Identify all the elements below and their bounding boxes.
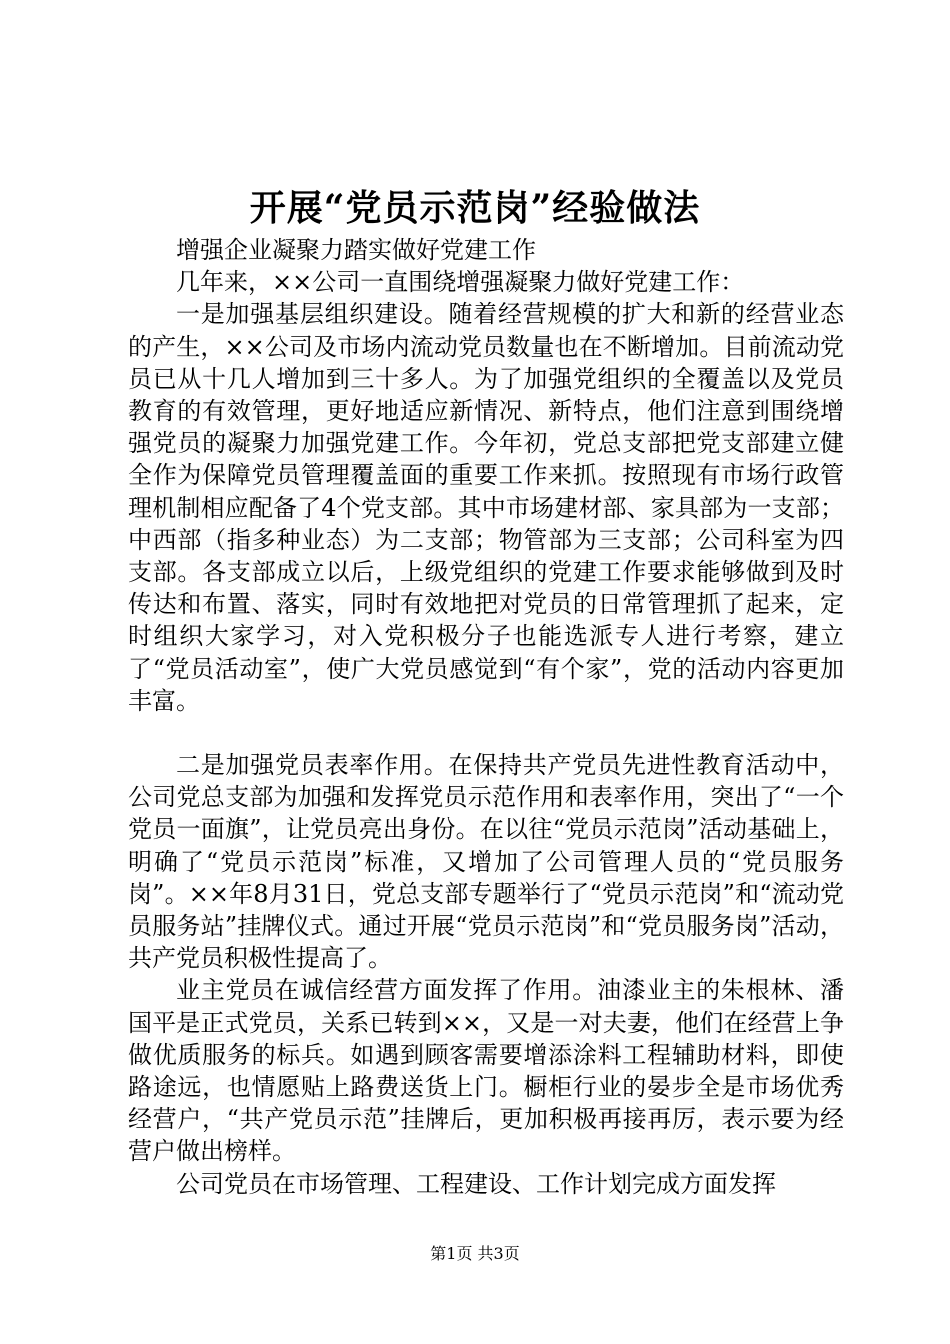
page-number: 第1页 共3页 (430, 1244, 520, 1263)
paragraph-role-model: 二是加强党员表率作用。在保持共产党员先进性教育活动中，公司党总支部为加强和发挥党员示范作用和表率作用，突出了“一个党员一面旗”，让党员亮出身份。在以往“党员示范岗”活动基础上，明确了“党员示范岗”标准，又增加了公司管理人员的“党员服务岗”。××年8月31日，党总支部专题举行了“党员示范岗”和“流动党员服务站”挂牌仪式。通过开展“党员示范岗”和“党员服务岗”活动，共产党员积极性提高了。 (128, 751, 844, 973)
paragraph-intro: 几年来，××公司一直围绕增强凝聚力做好党建工作： (176, 268, 745, 297)
paragraph-company-members: 公司党员在市场管理、工程建设、工作计划完成方面发挥 (176, 1169, 776, 1198)
document-title: 开展“党员示范岗”经验做法 (249, 187, 701, 229)
paragraph-subtitle: 增强企业凝聚力踏实做好党建工作 (176, 236, 536, 264)
paragraph-organization: 一是加强基层组织建设。随着经营规模的扩大和新的经营业态的产生，××公司及市场内流动党员数量也在不断增加。目前流动党员已从十几人增加到三十多人。为了加强党组织的全覆盖以及党员教育的有效管理，更好地适应新情况、新特点，他们注意到围绕增强党员的凝聚力加强党建工作。今年初，党总支部把党支部建立健全作为保障党员管理覆盖面的重要工作来抓。按照现有市场行政管理机制相应配备了4个党支部。其中市场建材部、家具部为一支部；中西部（指多种业态）为二支部；物管部为三支部；公司科室为四支部。各支部成立以后，上级党组织的党建工作要求能够做到及时传达和布置、落实，同时有效地把对党员的日常管理抓了起来，定时组织大家学习，对入党积极分子也能选派专人进行考察，建立了“党员活动室”，使广大党员感觉到“有个家”，党的活动内容更加丰富。 (128, 300, 844, 715)
document-body (128, 234, 844, 1200)
paragraph-owner-members: 业主党员在诚信经营方面发挥了作用。油漆业主的朱根林、潘国平是正式党员，关系已转到××，又是一对夫妻，他们在经营上争做优质服务的标兵。如遇到顾客需要增添涂料工程辅助材料，即使路途远，也情愿贴上路费送货上门。橱柜行业的晏步全是市场优秀经营户，“共产党员示范”挂牌后，更加积极再接再厉，表示要为经营户做出榜样。 (128, 976, 844, 1166)
